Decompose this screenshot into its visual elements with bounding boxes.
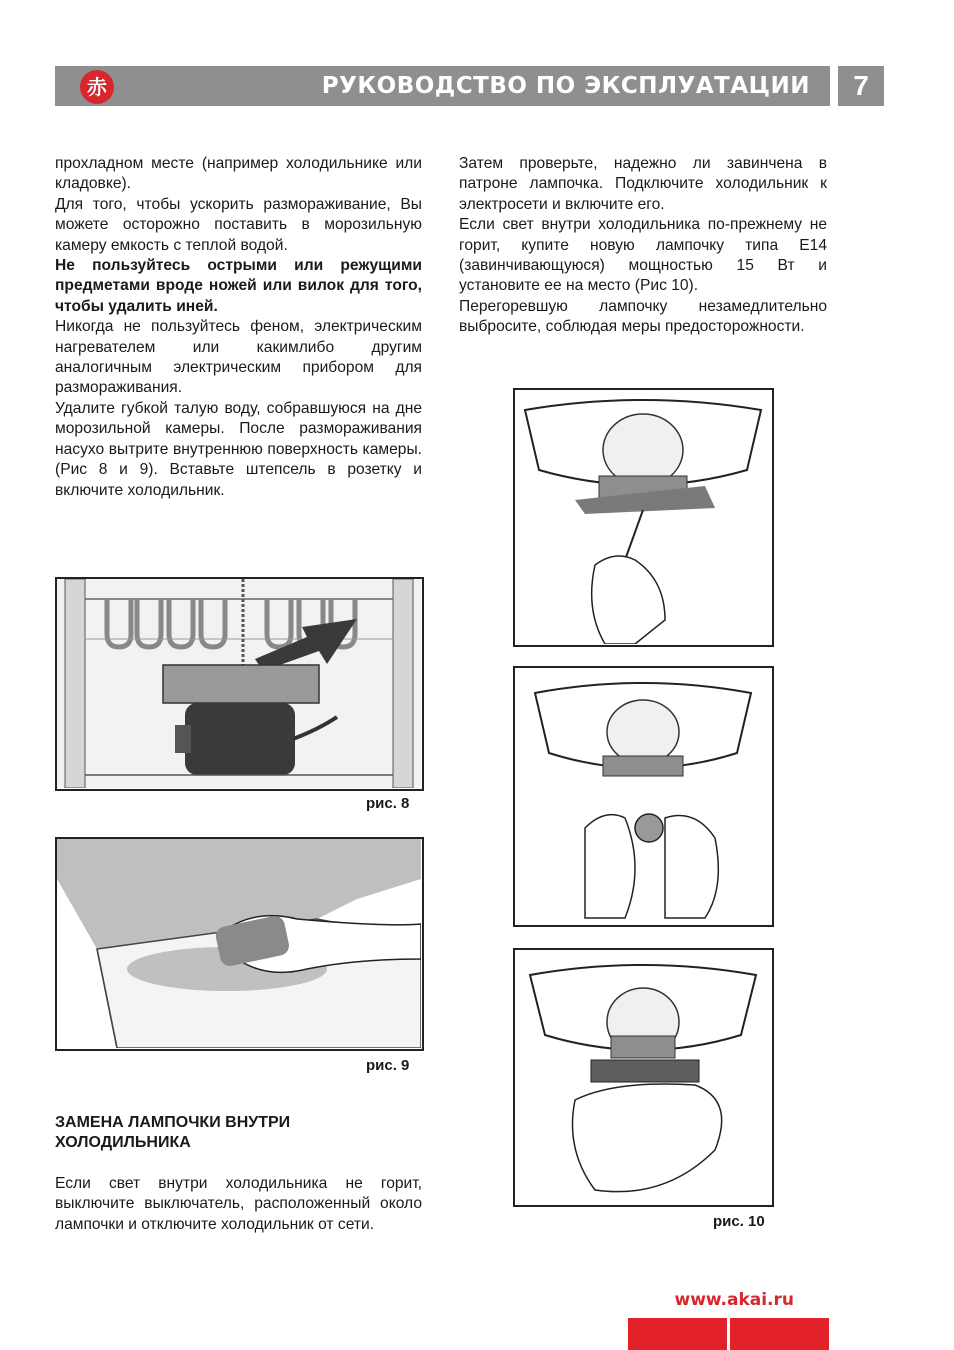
paragraph: Перегоревшую лампочку незамедлительно выбросите, соблюдая меры предосторожности.	[459, 297, 827, 336]
website-link[interactable]: www.akai.ru	[674, 1290, 794, 1310]
section-heading: ЗАМЕНА ЛАМПОЧКИ ВНУТРИ ХОЛОДИЛЬНИКА	[55, 1114, 291, 1151]
right-column	[459, 154, 827, 338]
figure-9-caption: рис. 9	[366, 1057, 410, 1074]
warning-paragraph: Не пользуйтесь острыми или режущими предметами вроде ножей или вилок для того, чтобы удалить иней.	[55, 257, 422, 315]
footer-bar-left	[628, 1318, 727, 1350]
lamp-cover-removal-illustration	[515, 390, 771, 644]
paragraph: Для того, чтобы ускорить размораживание, Вы можете осторожно поставить в морозильную камеру емкость с теплой водой.	[55, 195, 422, 254]
bulb-unscrew-illustration	[515, 668, 771, 924]
figure-10-panel-3	[513, 948, 774, 1207]
paragraph: прохладном месте (например холодильнике или кладовке).	[55, 155, 422, 193]
brand-logo-icon: 赤	[80, 70, 114, 104]
section-body	[55, 1174, 422, 1235]
paragraph: Удалите губкой талую воду, собравшуюся на дне морозильной камеры. После размораживания насухо вытрите внутреннюю поверхность камеры. (Рис 8 и 9). Вставьте штепсель в розетку и включите холодильник.	[55, 399, 422, 499]
freezer-illustration	[57, 579, 421, 788]
paragraph: Никогда не пользуйтесь феном, электрическим нагревателем или какимлибо другим аналогичным электрическим прибором для размораживания.	[55, 318, 422, 397]
left-column	[55, 154, 422, 501]
figure-8-caption: рис. 8	[366, 795, 410, 812]
figure-8	[55, 577, 424, 791]
paragraph: Если свет внутри холодильника по-прежнему не горит, купите новую лампочку типа Е14 (завинчивающуюся) мощностью 15 Вт и установите ее на место (Рис 10).	[459, 216, 827, 295]
header-title: РУКОВОДСТВО ПО ЭКСПЛУАТАЦИИ	[321, 73, 810, 99]
footer-bar-right	[730, 1318, 829, 1350]
figure-9	[55, 837, 424, 1051]
figure-10-panel-2	[513, 666, 774, 927]
figure-10-panel-1	[513, 388, 774, 647]
page-number: 7	[838, 66, 884, 106]
figure-10-caption: рис. 10	[713, 1213, 765, 1230]
paragraph: Затем проверьте, надежно ли завинчена в патроне лампочка. Подключите холодильник к электросети и включите его.	[459, 155, 827, 213]
paragraph: Если свет внутри холодильника не горит, выключите выключатель, расположенный около лампочки и отключите холодильник от сети.	[55, 1175, 422, 1233]
header-bar	[55, 66, 830, 106]
wiping-illustration	[57, 839, 421, 1048]
cover-reinstall-illustration	[515, 950, 771, 1204]
